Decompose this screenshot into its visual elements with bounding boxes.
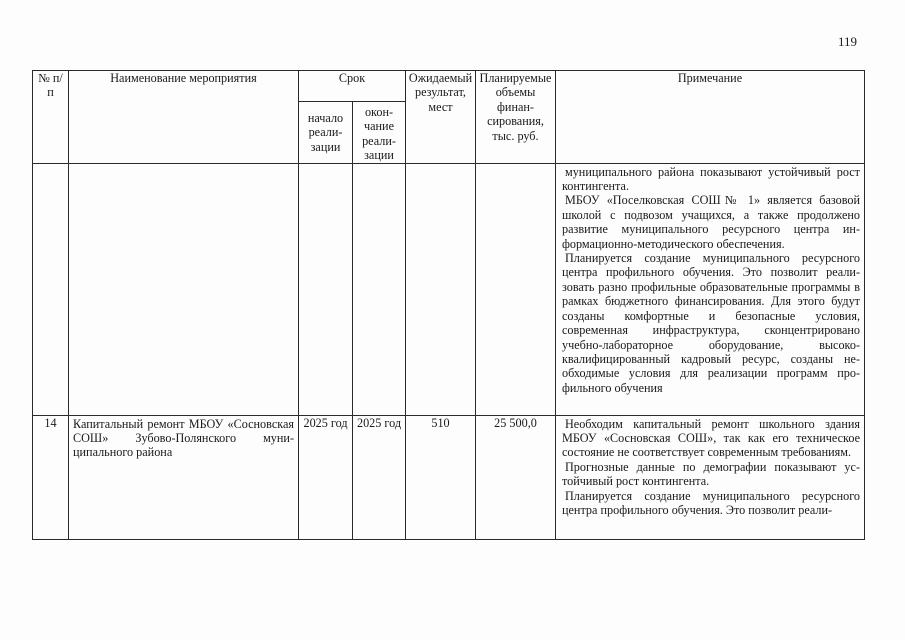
header-name: Наименование мероприятия bbox=[69, 71, 299, 164]
table-row bbox=[33, 163, 865, 415]
cell-note bbox=[556, 415, 865, 539]
cell-start: 2025 год bbox=[299, 415, 353, 539]
table-row bbox=[33, 415, 865, 539]
cell-funding bbox=[476, 163, 556, 415]
header-result: Ожидаемый результат, мест bbox=[406, 71, 476, 164]
cell-start bbox=[299, 163, 353, 415]
header-note: Примечание bbox=[556, 71, 865, 164]
page-number: 119 bbox=[838, 34, 858, 49]
cell-funding: 25 500,0 bbox=[476, 415, 556, 539]
cell-note bbox=[556, 163, 865, 415]
header-term-start: начало реализации bbox=[299, 102, 353, 164]
note-paragraph: Необходим капитальный ремонт школьного здания МБОУ «Сосновская СОШ», так как его техническое состояние не соответствует современным требованиям. bbox=[562, 416, 860, 460]
note-paragraph: Планируется создание муниципального ресурсного центра профильного обучения. Это позволит реализовать разно профильные образовательные программы в рамках бюджетного финансирования. Для этого будут созданы комфортные и безопасные условия, современная инфраструктура, сконцентрировано учебно-лабораторное оборудование, высококвалифицированный кадровый ресурс, созданы необходимые условия для реализации программ профильного обучения bbox=[562, 251, 860, 395]
cell-end bbox=[353, 163, 406, 415]
header-term-end: окончание реализации bbox=[353, 102, 406, 164]
note-paragraph: муниципального района показывают устойчивый рост контингента. bbox=[562, 164, 860, 194]
cell-name bbox=[69, 163, 299, 415]
cell-num bbox=[33, 163, 69, 415]
header-num: № п/п bbox=[33, 71, 69, 164]
header-funding: Планируемые объемы финансирования, тыс. руб. bbox=[476, 71, 556, 164]
note-paragraph: МБОУ «Поселковская СОШ№ 1» является базовой школой с подвозом учащихся, а также продолжено развитие муниципального ресурсного центра информационно-методического обеспечения. bbox=[562, 193, 860, 251]
note-paragraph: Планируется создание муниципального ресурсного центра профильного обучения. Это позволит реали- bbox=[562, 488, 860, 518]
cell-num: 14 bbox=[33, 415, 69, 539]
header-term: Срок bbox=[299, 71, 406, 102]
cell-result: 510 bbox=[406, 415, 476, 539]
cell-result bbox=[406, 163, 476, 415]
cell-end: 2025 год bbox=[353, 415, 406, 539]
program-table bbox=[32, 70, 865, 540]
cell-name: Капитальный ремонт МБОУ «Сосновская СОШ» Зубово-Полянского муниципального района bbox=[69, 415, 299, 539]
note-paragraph: Прогнозные данные по демографии показывают устойчивый рост контингента. bbox=[562, 459, 860, 489]
